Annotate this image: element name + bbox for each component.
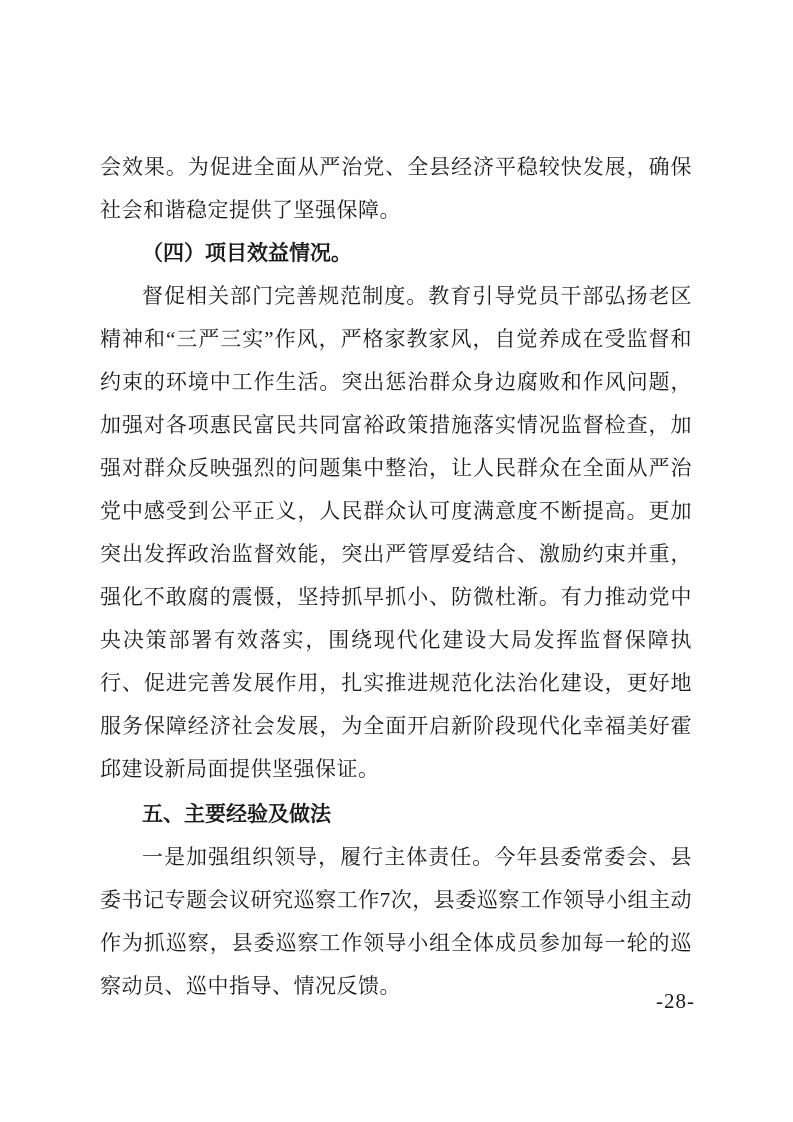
paragraph-continuation: 会效果。为促进全面从严治党、全县经济平稳较快发展，确保社会和谐稳定提供了坚强保障。: [100, 155, 692, 222]
paragraph-section5-body: 一是加强组织领导，履行主体责任。今年县委常委会、县委书记专题会议研究巡察工作7次，县委巡察工作领导小组主动作为抓巡察，县委巡察工作领导小组全体成员参加每一轮的巡察动员、巡中指导、情况反馈。: [100, 845, 692, 998]
section-heading-4: （四）项目效益情况。: [142, 241, 352, 265]
page-number: -28-: [656, 989, 695, 1013]
paragraph-section4-body: 督促相关部门完善规范制度。教育引导党员干部弘扬老区精神和“三严三实”作风，严格家教家风，自觉养成在受监督和约束的环境中工作生活。突出惩治群众身边腐败和作风问题，加强对各项惠民富民共同富裕政策措施落实情况监督检查，加强对群众反映强烈的问题集中整治，让人民群众在全面从严治党中感受到公平正义，人民群众认可度满意度不断提高。更加突出发挥政治监督效能，突出严管厚爱结合、激励约束并重，强化不敢腐的震慑，坚持抓早抓小、防微杜渐。有力推动党中央决策部署有效落实，围绕现代化建设大局发挥监督保障执行、促进完善发展作用，扎实推进规范化法治化建设，更好地服务保障经济社会发展，为全面开启新阶段现代化幸福美好霍邱建设新局面提供坚强保证。: [100, 284, 692, 781]
section-heading-5: 五、主要经验及做法: [142, 803, 331, 826]
